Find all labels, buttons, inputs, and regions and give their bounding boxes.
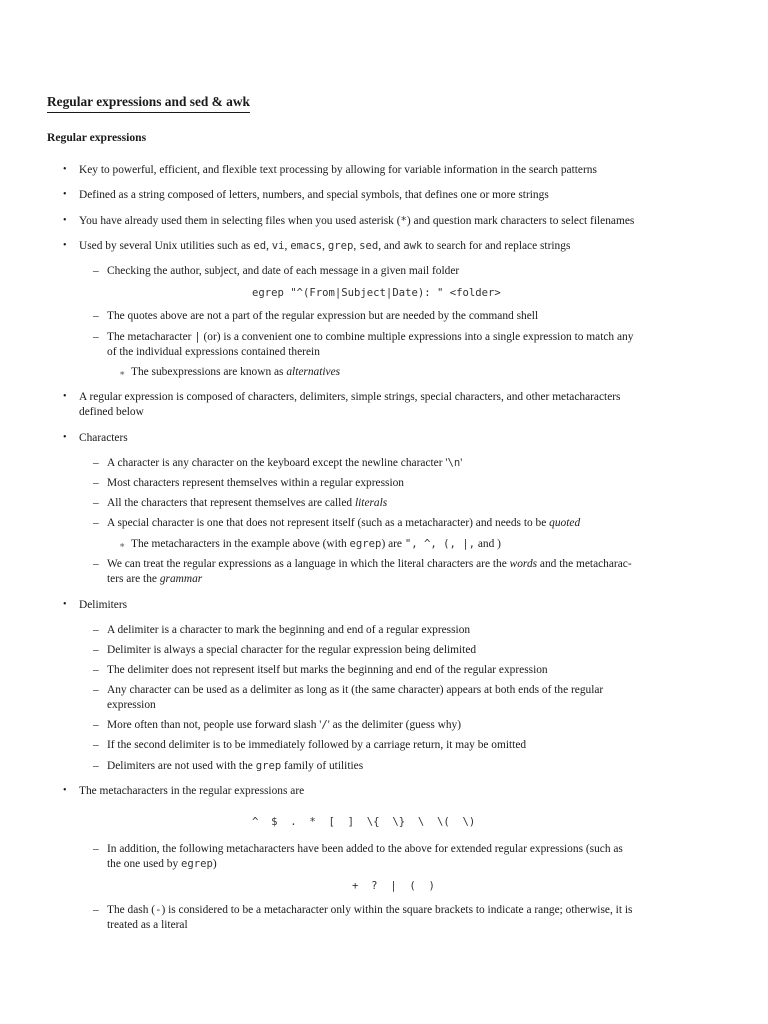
list-subitem: Delimiter is always a special character for the regular expression being delimited	[107, 644, 477, 656]
dash-icon: –	[93, 904, 99, 916]
list-subitem: We can treat the regular expressions as a language in which the literal characters are the words and the metacharac-	[107, 558, 632, 570]
list-subsubitem: The subexpressions are known as alternatives	[131, 366, 341, 378]
bullet-icon: •	[63, 215, 67, 226]
dash-icon: –	[93, 310, 99, 322]
dash-icon: –	[93, 265, 99, 277]
list-item: Delimiters	[79, 599, 128, 611]
list-subitem: All the characters that represent themselves are called literals	[107, 497, 388, 509]
bullet-icon: •	[63, 432, 67, 443]
code-extended-metacharacters: + ? | ( )	[352, 880, 435, 892]
list-item: Used by several Unix utilities such as ed, vi, emacs, grep, sed, and awk to search for and replace strings	[79, 240, 571, 252]
star-icon: ∗	[119, 540, 126, 550]
dash-icon: –	[93, 760, 99, 772]
section-heading: Regular expressions	[47, 131, 147, 144]
code-metacharacters: ^ $ . * [ ] \{ \} \ \( \)	[252, 816, 476, 828]
list-subitem-continuation: ters are the grammar	[107, 573, 203, 585]
list-subitem: Delimiters are not used with the grep family of utilities	[107, 760, 364, 772]
bullet-icon: •	[63, 599, 67, 610]
list-item-continuation: defined below	[79, 406, 144, 418]
dash-icon: –	[93, 558, 99, 570]
bullet-icon: •	[63, 164, 67, 175]
list-item: The metacharacters in the regular expressions are	[79, 785, 305, 797]
dash-icon: –	[93, 739, 99, 751]
list-subitem-continuation: treated as a literal	[107, 919, 188, 931]
dash-icon: –	[93, 497, 99, 509]
list-item: Defined as a string composed of letters, numbers, and special symbols, that defines one or more strings	[79, 189, 549, 201]
list-subitem: A character is any character on the keyboard except the newline character '\n'	[107, 457, 463, 469]
dash-icon: –	[93, 719, 99, 731]
list-item: A regular expression is composed of characters, delimiters, simple strings, special characters, and other metacharacters	[79, 391, 621, 403]
list-subitem-continuation: the one used by egrep)	[107, 858, 217, 870]
list-subitem-continuation: of the individual expressions contained therein	[107, 346, 320, 358]
list-item: You have already used them in selecting files when you used asterisk (*) and question mark characters to select filenames	[79, 215, 635, 227]
dash-icon: –	[93, 843, 99, 855]
bullet-icon: •	[63, 785, 67, 796]
dash-icon: –	[93, 684, 99, 696]
dash-icon: –	[93, 664, 99, 676]
list-subitem: If the second delimiter is to be immediately followed by a carriage return, it may be omitted	[107, 739, 527, 751]
list-subitem: Any character can be used as a delimiter as long as it (the same character) appears at both ends of the regular	[107, 684, 604, 696]
list-subitem: In addition, the following metacharacters have been added to the above for extended regular expressions (such as	[107, 843, 623, 855]
dash-icon: –	[93, 644, 99, 656]
list-subitem: Most characters represent themselves within a regular expression	[107, 477, 405, 489]
list-subitem: The quotes above are not a part of the regular expression but are needed by the command shell	[107, 310, 539, 322]
list-subitem: Checking the author, subject, and date of each message in a given mail folder	[107, 265, 460, 277]
list-subsubitem: The metacharacters in the example above (with egrep) are ", ^, (, |, and )	[131, 538, 501, 550]
dash-icon: –	[93, 457, 99, 469]
list-subitem: A delimiter is a character to mark the beginning and end of a regular expression	[107, 624, 471, 636]
list-subitem: The metacharacter | (or) is a convenient one to combine multiple expressions into a single expression to match any	[107, 331, 634, 343]
bullet-icon: •	[63, 391, 67, 402]
list-subitem: A special character is one that does not represent itself (such as a metacharacter) and needs to be quoted	[107, 517, 581, 529]
bullet-icon: •	[63, 240, 67, 251]
list-subitem: The delimiter does not represent itself but marks the beginning and end of the regular expression	[107, 664, 548, 676]
list-subitem: More often than not, people use forward slash '/' as the delimiter (guess why)	[107, 719, 462, 731]
dash-icon: –	[93, 477, 99, 489]
dash-icon: –	[93, 331, 99, 343]
bullet-icon: •	[63, 189, 67, 200]
code-example: egrep "^(From|Subject|Date): " <folder>	[252, 287, 501, 299]
list-item: Characters	[79, 432, 128, 444]
star-icon: ∗	[119, 368, 126, 378]
list-subitem-continuation: expression	[107, 699, 156, 711]
list-item: Key to powerful, efficient, and flexible text processing by allowing for variable information in the search patterns	[79, 164, 597, 176]
dash-icon: –	[93, 624, 99, 636]
page-title: Regular expressions and sed & awk	[47, 94, 250, 113]
dash-icon: –	[93, 517, 99, 529]
list-subitem: The dash (-) is considered to be a metacharacter only within the square brackets to indicate a range; otherwise, it is	[107, 904, 633, 916]
